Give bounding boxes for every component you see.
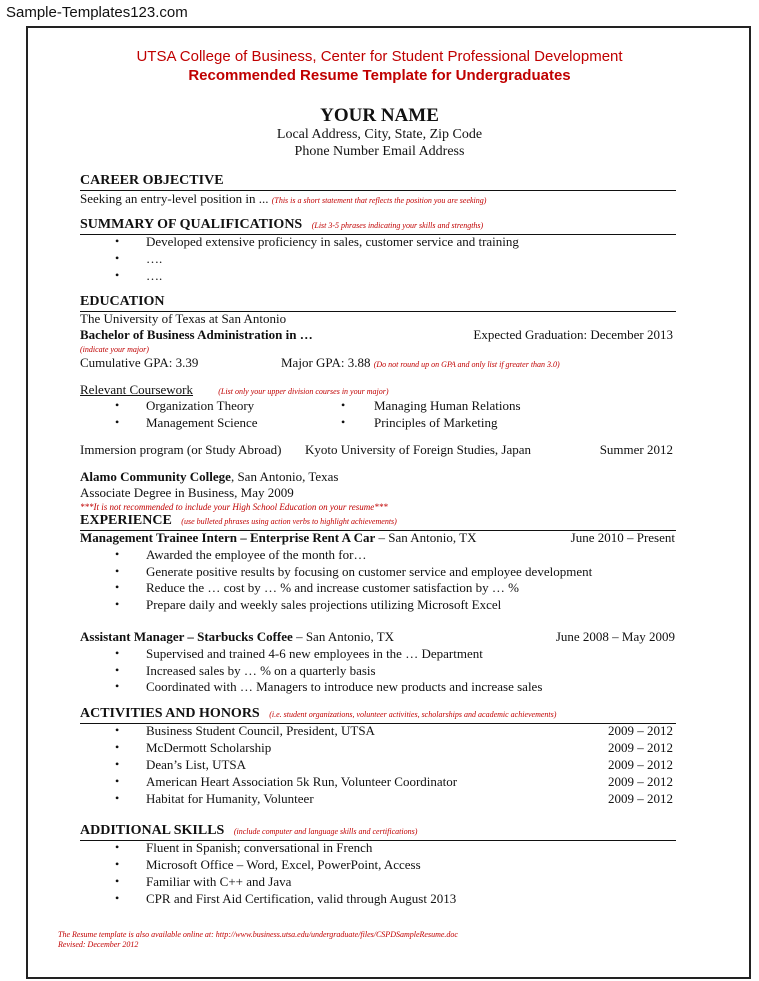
graduation-date: Expected Graduation: December 2013 [473, 327, 673, 342]
section-title: EDUCATION [80, 294, 165, 309]
bullet-glyph: • [115, 874, 120, 888]
activity-item: Business Student Council, President, UTSA [146, 723, 375, 738]
job-title: Assistant Manager – Starbucks Coffee [80, 629, 293, 644]
bullet-glyph: • [115, 251, 120, 265]
contact-address: Local Address, City, State, Zip Code [276, 127, 483, 142]
job-bullet: Supervised and trained 4-6 new employees in the … Department [146, 646, 483, 661]
job-bullet: Reduce the … cost by … % and increase customer satisfaction by … % [146, 580, 519, 595]
activity-item: Habitat for Humanity, Volunteer [146, 791, 314, 806]
section-education [80, 294, 676, 312]
bullet-glyph: • [115, 662, 120, 677]
immersion-date: Summer 2012 [599, 442, 673, 457]
university: The University of Texas at San Antonio [80, 311, 287, 326]
bullet-glyph: • [115, 580, 120, 594]
bullet-glyph: • [115, 563, 120, 578]
coursework-label: Relevant Coursework [80, 382, 194, 397]
skill-item: Microsoft Office – Word, Excel, PowerPoint, Access [146, 857, 421, 872]
footer-url: The Resume template is also available online at: http://www.business.utsa.edu/undergraduate/files/CSPDSampleResume.doc [58, 930, 458, 939]
section-title: EXPERIENCE [80, 513, 172, 528]
section-note: (i.e. student organizations, volunteer activities, scholarships and academic achievements) [269, 710, 557, 719]
bullet-glyph: • [341, 415, 346, 429]
coursework-line [80, 382, 388, 398]
activity-item: Dean’s List, UTSA [146, 757, 247, 772]
bullet-glyph: • [115, 646, 120, 660]
bullet-glyph: • [115, 757, 120, 771]
course-item: Organization Theory [146, 398, 255, 413]
course-item: Principles of Marketing [374, 415, 498, 430]
resume-name: YOUR NAME [320, 105, 439, 126]
immersion-school: Kyoto University of Foreign Studies, Japan [305, 442, 532, 457]
job-title-line [80, 629, 394, 645]
bullet-glyph: • [115, 596, 120, 611]
bullet-glyph: • [115, 679, 120, 693]
section-title: ACTIVITIES AND HONORS [80, 706, 260, 721]
career-objective-text [80, 191, 486, 207]
degree: Bachelor of Business Administration in … [80, 327, 313, 342]
section-activities [80, 706, 676, 724]
bullet-glyph: • [115, 415, 120, 429]
bullet-glyph: • [115, 723, 120, 737]
job-title: Management Trainee Intern – Enterprise Rent A Car [80, 530, 376, 545]
job-bullet: Awarded the employee of the month for… [146, 547, 367, 562]
job-bullet: Prepare daily and weekly sales projections utilizing Microsoft Excel [146, 596, 502, 612]
coursework-note: (List only your upper division courses in your major) [218, 387, 389, 396]
college-location: , San Antonio, Texas [230, 469, 339, 484]
section-summary [80, 217, 676, 235]
bullet-glyph: • [115, 740, 120, 754]
college-name: Alamo Community College [80, 469, 231, 484]
bullet-glyph: • [115, 547, 120, 561]
bullet-glyph: • [115, 234, 120, 248]
gpa-note: (Do not round up on GPA and only list if greater than 3.0) [373, 360, 560, 369]
summary-item: Developed extensive proficiency in sales, customer service and training [146, 234, 519, 249]
bullet-glyph: • [115, 891, 120, 905]
activity-dates: 2009 – 2012 [608, 757, 673, 772]
activity-item: American Heart Association 5k Run, Volunteer Coordinator [146, 774, 458, 789]
bullet-glyph: • [115, 791, 120, 805]
bullet-glyph: • [115, 268, 120, 282]
section-career-objective [80, 173, 676, 191]
major-note: (indicate your major) [80, 345, 149, 354]
job-title-line [80, 530, 476, 546]
major-gpa: Major GPA: 3.88 [281, 355, 371, 370]
activity-dates: 2009 – 2012 [608, 774, 673, 789]
associate-degree: Associate Degree in Business, May 2009 [80, 485, 294, 500]
section-skills [80, 823, 676, 841]
skill-item: Fluent in Spanish; conversational in French [146, 840, 373, 855]
immersion-label: Immersion program (or Study Abroad) [80, 442, 282, 457]
summary-item: …. [146, 251, 163, 266]
summary-item: …. [146, 268, 163, 283]
activity-dates: 2009 – 2012 [608, 723, 673, 738]
bullet-glyph: • [115, 840, 120, 854]
section-title: CAREER OBJECTIVE [80, 173, 224, 188]
objective-note: (This is a short statement that reflects the position you are seeking) [271, 196, 487, 205]
section-note: (include computer and language skills and certifications) [233, 827, 418, 836]
bullet-glyph: • [115, 857, 120, 871]
objective-text: Seeking an entry-level position in ... [80, 191, 269, 206]
job-bullet: Generate positive results by focusing on customer service and employee development [146, 563, 593, 579]
course-item: Managing Human Relations [374, 398, 521, 413]
course-item: Management Science [146, 415, 258, 430]
bullet-glyph: • [115, 774, 120, 788]
job-bullet: Increased sales by … % on a quarterly basis [146, 662, 376, 678]
cumulative-gpa: Cumulative GPA: 3.39 [80, 355, 199, 370]
section-note: (List 3-5 phrases indicating your skills and strengths) [311, 221, 484, 230]
job-location: – San Antonio, TX [375, 530, 477, 545]
job-location: – San Antonio, TX [292, 629, 395, 644]
bullet-glyph: • [341, 398, 346, 412]
header-line1: UTSA College of Business, Center for Student Professional Development [136, 48, 623, 65]
footer-revised: Revised: December 2012 [58, 940, 139, 949]
section-title: ADDITIONAL SKILLS [80, 823, 225, 838]
header-line2: Recommended Resume Template for Undergraduates [188, 67, 571, 84]
activity-dates: 2009 – 2012 [608, 791, 673, 806]
activity-dates: 2009 – 2012 [608, 740, 673, 755]
bullet-glyph: • [115, 398, 120, 412]
highschool-note: ***It is not recommended to include your High School Education on your resume*** [80, 502, 388, 512]
job-dates: June 2008 – May 2009 [555, 629, 675, 644]
skill-item: Familiar with C++ and Java [146, 874, 292, 889]
watermark: Sample-Templates123.com [6, 4, 188, 21]
job-bullet: Coordinated with … Managers to introduce new products and increase sales [146, 679, 543, 694]
job-dates: June 2010 – Present [570, 530, 675, 545]
section-title: SUMMARY OF QUALIFICATIONS [80, 217, 303, 232]
skill-item: CPR and First Aid Certification, valid through August 2013 [146, 891, 457, 906]
section-note: (use bulleted phrases using action verbs to highlight achievements) [181, 517, 397, 526]
section-experience [80, 513, 676, 531]
contact-phone-email: Phone Number Email Address [294, 144, 465, 159]
activity-item: McDermott Scholarship [146, 740, 272, 755]
major-gpa-line [281, 355, 560, 371]
college-line [80, 469, 338, 485]
